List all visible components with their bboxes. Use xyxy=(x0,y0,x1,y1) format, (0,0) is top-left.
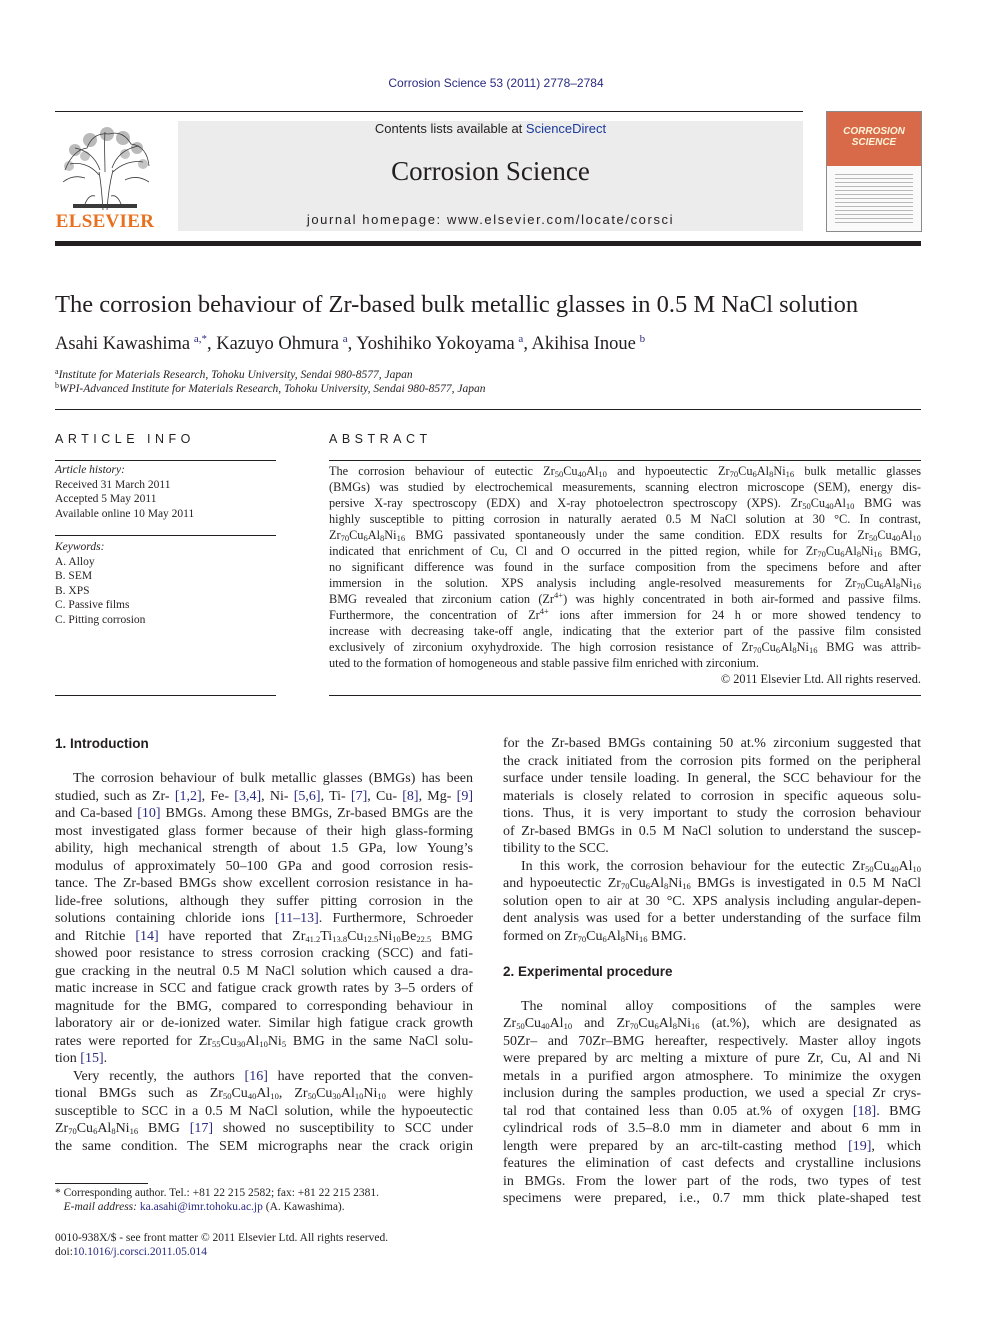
body-line: magnitude for the BMG, compared to corresponding behaviour in xyxy=(55,998,473,1014)
keyword[interactable]: C. Passive films xyxy=(55,599,130,611)
body-line: metals in a purified argon atmosphere. To minimize the oxygen xyxy=(503,1068,921,1084)
affiliation-a xyxy=(55,367,413,381)
body-line: matic increase in SCC and fatigue crack growth rates by 3–5 orders of xyxy=(55,981,473,996)
header-rule xyxy=(55,111,803,112)
body-line: modulus of approximately 50–100 GPa and good corrosion resis- xyxy=(55,858,473,874)
body-line: showed poor resistance to stress corrosion cracking (SCC) and fati- xyxy=(55,946,473,961)
body-line: studied, such as Zr- [1,2], Fe- [3,4], Ni- [5,6], Ti- [7], Cu- [8], Mg- [9] xyxy=(55,788,473,804)
author-name[interactable]: Akihisa Inoue xyxy=(531,334,636,354)
issn-line: 0010-938X/$ - see front matter © 2011 Elsevier Ltd. All rights reserved. xyxy=(55,1232,389,1244)
abstract-rule xyxy=(329,460,921,461)
received-date: Received 31 March 2011 xyxy=(55,478,171,491)
body-line: the crack initiated from the corrosion pits formed on the peripheral xyxy=(503,753,921,769)
body-line: most investigated glass former because of their high glass-forming xyxy=(55,823,473,839)
body-line: were prepared by arc melting a mixture of pure Zr, Cu, Al and Ni xyxy=(503,1051,921,1066)
article-title: The corrosion behaviour of Zr-based bulk metallic glasses in 0.5 M NaCl solution xyxy=(55,291,859,318)
doi-label: doi: xyxy=(55,1246,73,1258)
body-line: susceptible to SCC in a 0.5 M NaCl solution, while the hypoeutectic xyxy=(55,1103,473,1119)
body-line: tional BMGs such as $Zr_{50}Cu_{40}Al_{10}$, $Zr_{50}Cu_{30}Al_{10}Ni_{10}$ were highly xyxy=(55,1086,473,1101)
body-line: inclusion during the samples production, we used a special Zr crys- xyxy=(503,1086,921,1101)
abstract-line: increase with decreasing take-off angle, indicating that the exterior part of the passive film consisted xyxy=(329,624,921,638)
abstract-heading: ABSTRACT xyxy=(329,432,432,446)
email-link[interactable]: ka.asahi@imr.tohoku.ac.jp xyxy=(139,1201,263,1213)
author-list: Asahi Kawashima $^{a,*}$, Kazuyo Ohmura $^a$, Yoshihiko Yokoyama $^a$, Akihisa Inoue $^b$ xyxy=(55,333,646,354)
info-rule xyxy=(55,460,276,461)
body-line: for the Zr-based BMGs containing 50 at.% zirconium suggested that xyxy=(503,736,921,751)
journal-title: Corrosion Science xyxy=(391,156,590,186)
body-line: tal rod that contained less than 0.05 at.% of oxygen [18]. BMG xyxy=(503,1103,921,1119)
abstract-line: indicated that enrichment of Cu, Cl and O occurred in the pitted region, while for $Zr_{70}Cu_6Al_8Ni_{16}$ BMG, xyxy=(329,544,921,559)
body-line: tibility to the SCC. xyxy=(503,841,609,856)
author-sup[interactable]: b xyxy=(639,333,646,345)
body-line: specimens were prepared, i.e., 0.7 mm thick plate-shaped test xyxy=(503,1191,921,1206)
body-right-column xyxy=(503,735,921,1208)
abstract-line: uted to the formation of homogeneous and stable passive film enriched with zirconium. xyxy=(329,656,759,670)
body-line: Very recently, the authors [16] have reported that the conven- xyxy=(73,1068,473,1084)
article-info-heading: ARTICLE INFO xyxy=(55,432,195,446)
journal-cover-thumbnail[interactable] xyxy=(826,111,922,232)
corresponding-author-note: * Corresponding author. Tel.: +81 22 215 2582; fax: +81 22 215 2381. xyxy=(55,1187,380,1199)
body-line: lide-free solutions, although they suffer pitting corrosion in the xyxy=(55,893,473,909)
abstract-line: persive X-ray spectroscopy (EDX) and X-ray photoelectron spectroscopy (XPS). $Zr_{50}Cu_{40}Al_{10}$ BMG was xyxy=(329,496,921,511)
header-thick-rule xyxy=(55,241,921,246)
affiliation-text: Institute for Materials Research, Tohoku University, Sendai 980-8577, Japan xyxy=(58,369,413,381)
email-label: E-mail address: xyxy=(63,1201,140,1213)
body-line: dent analysis was used for a better understanding of the surface film xyxy=(503,911,921,926)
keyword[interactable]: B. SEM xyxy=(55,570,93,582)
abstract-line: Furthermore, the concentration of $Zr^{4+}$ ions after immersion for 24 h or more showed tendency to xyxy=(329,606,921,622)
sciencedirect-link[interactable]: ScienceDirect xyxy=(525,121,607,136)
author-sup[interactable]: a xyxy=(518,333,524,345)
body-left-column xyxy=(55,735,473,1155)
elsevier-wordmark: ELSEVIER xyxy=(55,211,155,232)
body-line: length were prepared by an arc-tilt-casting method [19], which xyxy=(503,1138,921,1154)
affiliation-sup: a xyxy=(55,367,59,376)
keyword[interactable]: C. Pitting corrosion xyxy=(55,613,146,626)
abstract-line: BMG revealed that zirconium cation $(Zr^{4+})$ was highly concentrated in both air-formed and passive films. xyxy=(329,590,921,606)
body-line: The nominal alloy compositions of the samples were xyxy=(521,998,921,1014)
author-name[interactable]: Asahi Kawashima xyxy=(55,334,191,354)
body-line: tance. The Zr-based BMGs show excellent corrosion resistance in ha- xyxy=(55,876,473,891)
body-line: and Ca-based [10] BMGs. Among these BMGs, Zr-based BMGs are the xyxy=(55,806,473,821)
keyword[interactable]: B. XPS xyxy=(55,584,90,597)
affiliation-text: WPI-Advanced Institute for Materials Research, Tohoku University, Sendai 980-8577, Japan xyxy=(59,383,486,395)
footnote-rule xyxy=(55,1183,148,1184)
body-line: materials is closely related to corrosion in specific aqueous solu- xyxy=(503,788,921,804)
body-line: solutions containing chloride ions [11–13]. Furthermore, Schroeder xyxy=(55,911,473,926)
affiliation-sup: b xyxy=(55,381,59,390)
body-line: laboratory air or de-ionized water. Similar high fatigue crack growth xyxy=(55,1016,473,1031)
keywords-block xyxy=(55,540,145,627)
abstract-line: $Zr_{70}Cu_6Al_8Ni_{16}$ BMG passivated spontaneously under the same condition. EDX results for $Zr_{50}Cu_{40}Al_{10}$ xyxy=(329,528,921,543)
keyword[interactable]: A. Alloy xyxy=(55,555,95,568)
cover-contents-lines xyxy=(835,174,913,226)
body-line: gue cracking in the neutral 0.5 M NaCl solution which caused a dra- xyxy=(55,963,473,979)
body-line: solution open to air at 30 °C. XPS analysis including angular-depen- xyxy=(503,893,921,909)
title-rule xyxy=(55,409,921,410)
body-line: In this work, the corrosion behaviour for the eutectic $Zr_{50}Cu_{40}Al_{10}$ xyxy=(521,858,921,874)
author-name[interactable]: Yoshihiko Yokoyama xyxy=(356,334,515,354)
journal-homepage[interactable]: journal homepage: www.elsevier.com/locate/corsci xyxy=(306,212,675,227)
abstract-rule xyxy=(329,695,921,696)
doi-line xyxy=(55,1245,207,1260)
body-line: and hypoeutectic $Zr_{70}Cu_6Al_8Ni_{16}$ BMGs is investigated in 0.5 M NaCl xyxy=(503,876,921,891)
affiliation-b xyxy=(55,381,486,395)
body-line: $Zr_{70}Cu_6Al_8Ni_{16}$ BMG [17] showed no susceptibility to SCC under xyxy=(55,1121,473,1136)
abstract-line: exclusively of zirconium oxyhydroxide. The high corrosion resistance of $Zr_{70}Cu_6Al_8Ni_{16}$ BMG was attrib- xyxy=(329,640,921,655)
doi-link[interactable]: 10.1016/j.corsci.2011.05.014 xyxy=(72,1246,207,1258)
history-label: Article history: xyxy=(55,464,125,476)
accepted-date: Accepted 5 May 2011 xyxy=(55,493,157,505)
contents-prefix: Contents lists available at xyxy=(374,121,526,136)
body-line: features the elimination of cast defects and crystalline inclusions xyxy=(503,1156,921,1171)
body-line: rates were reported for $Zr_{55}Cu_{30}Al_{10}Ni_5$ BMG in the same NaCl solu- xyxy=(55,1033,473,1049)
abstract-line: highly susceptible to pitting corrosion in naturally aerated 0.5 M NaCl solution at 30 °C. In contrast, xyxy=(329,512,921,526)
body-line: $Zr_{50}Cu_{40}Al_{10}$ and $Zr_{70}Cu_6Al_8Ni_{16}$ (at.%), which are designated as xyxy=(503,1016,921,1031)
contents-line xyxy=(178,121,803,136)
section-heading-introduction: 1. Introduction xyxy=(55,736,149,751)
body-line: tions. Thus, it is very important to study the corrosion behaviour xyxy=(503,806,921,821)
email-suffix: (A. Kawashima). xyxy=(262,1201,345,1213)
journal-reference[interactable]: Corrosion Science 53 (2011) 2778–2784 xyxy=(388,76,604,90)
author-sup[interactable]: a,* xyxy=(193,333,207,345)
author-sup[interactable]: a xyxy=(342,333,348,345)
article-history xyxy=(55,463,194,521)
body-line: ability, high mechanical strength of about 1.5 GPa, low Young’s xyxy=(55,841,473,856)
abstract-line: The corrosion behaviour of eutectic $Zr_{50}Cu_{40}Al_{10}$ and hypoeutectic $Zr_{70}Cu_6Al_8Ni_{16}$ bulk metallic glasses xyxy=(329,464,921,479)
keywords-label: Keywords: xyxy=(55,541,105,553)
info-rule xyxy=(55,695,276,696)
body-line: in BMGs. From the lower part of the rods, two types of test xyxy=(503,1173,921,1189)
body-line: the same condition. The SEM micrographs near the crack origin xyxy=(55,1138,473,1154)
cover-title-line-1: CORROSION xyxy=(843,126,905,137)
abstract-line: immersion in the solution. XPS analysis including angle-resolved measurements for $Zr_{70}Cu_6Al_8Ni_{16}$ xyxy=(329,576,921,591)
body-line: 50Zr– and 70Zr–BMG hereafter, respectively. Master alloy ingots xyxy=(503,1033,921,1049)
abstract-body xyxy=(329,463,921,687)
abstract-copyright: © 2011 Elsevier Ltd. All rights reserved. xyxy=(720,672,921,686)
body-line: surface under tensile loading. In general, the SCC behaviour for the xyxy=(503,771,921,786)
abstract-line: (BMGs) was studied by electrochemical measurements, scanning electron microscope (SEM), energy dis- xyxy=(329,480,921,494)
body-line: cylindrical rods of 3.5–8.0 mm in diameter and about 6 mm in xyxy=(503,1121,921,1136)
cover-title xyxy=(827,126,921,148)
online-date: Available online 10 May 2011 xyxy=(55,507,195,520)
body-line: of Zr-based BMGs in 0.5 M NaCl solution to understand the suscep- xyxy=(503,823,921,839)
author-name[interactable]: Kazuyo Ohmura xyxy=(216,334,340,354)
body-line: and Ritchie [14] have reported that $Zr_{41.2}Ti_{13.8}Cu_{12.5}Ni_{10}Be_{22.5}$ BMG xyxy=(55,928,473,944)
email-note xyxy=(55,1200,345,1215)
info-rule xyxy=(55,535,276,536)
abstract-line: no significant difference was found in the surface composition from the specimens before and after xyxy=(329,560,921,574)
section-heading-experimental: 2. Experimental procedure xyxy=(503,963,673,979)
body-line: The corrosion behaviour of bulk metallic glasses (BMGs) has been xyxy=(73,771,473,786)
body-line: formed on $Zr_{70}Cu_6Al_8Ni_{16}$ BMG. xyxy=(503,928,687,944)
cover-title-line-2: SCIENCE xyxy=(851,137,897,148)
body-line: tion [15]. xyxy=(55,1051,108,1066)
